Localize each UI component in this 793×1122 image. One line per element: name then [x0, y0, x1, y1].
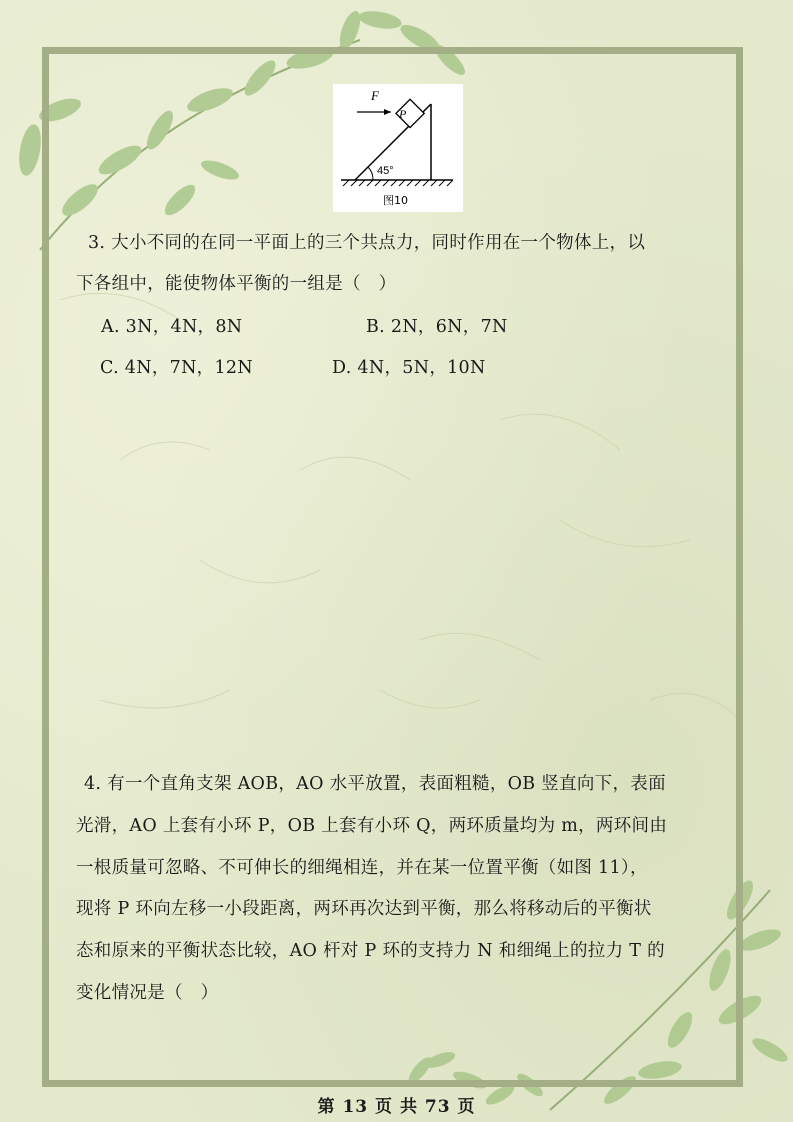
q4-line-1: 4. 有一个直角支架 AOB，AO 水平放置，表面粗糙，OB 竖直向下，表面 — [84, 774, 666, 794]
angle-label: 45° — [377, 165, 394, 177]
q4-line-2: 光滑，AO 上套有小环 P，OB 上套有小环 Q，两环质量均为 m，两环间由 — [76, 816, 668, 836]
figure-10 — [333, 84, 463, 212]
block-label: P — [399, 107, 407, 121]
q3-option-a: A. 3N，4N，8N — [101, 317, 243, 337]
figure-caption: 图10 — [383, 194, 408, 207]
q3-option-d: D. 4N，5N，10N — [332, 358, 486, 378]
incline-diagram — [333, 84, 463, 212]
q3-option-b: B. 2N，6N，7N — [366, 317, 508, 337]
q4-line-3: 一根质量可忽略、不可伸长的细绳相连，并在某一位置平衡（如图 11）， — [76, 858, 648, 878]
q4-line-5: 态和原来的平衡状态比较，AO 杆对 P 环的支持力 N 和细绳上的拉力 T 的 — [76, 941, 665, 961]
page-number-footer: 第 13 页 共 73 页 — [317, 1097, 476, 1117]
q4-line-4: 现将 P 环向左移一小段距离，两环再次达到平衡，那么将移动后的平衡状 — [76, 899, 652, 919]
force-label: F — [371, 88, 379, 103]
q3-stem-line-2: 下各组中，能使物体平衡的一组是（ ） — [76, 274, 397, 294]
q3-stem-line-1: 3. 大小不同的在同一平面上的三个共点力，同时作用在一个物体上，以 — [88, 233, 646, 253]
q4-line-6: 变化情况是（ ） — [76, 983, 219, 1003]
q3-option-c: C. 4N，7N，12N — [100, 358, 253, 378]
